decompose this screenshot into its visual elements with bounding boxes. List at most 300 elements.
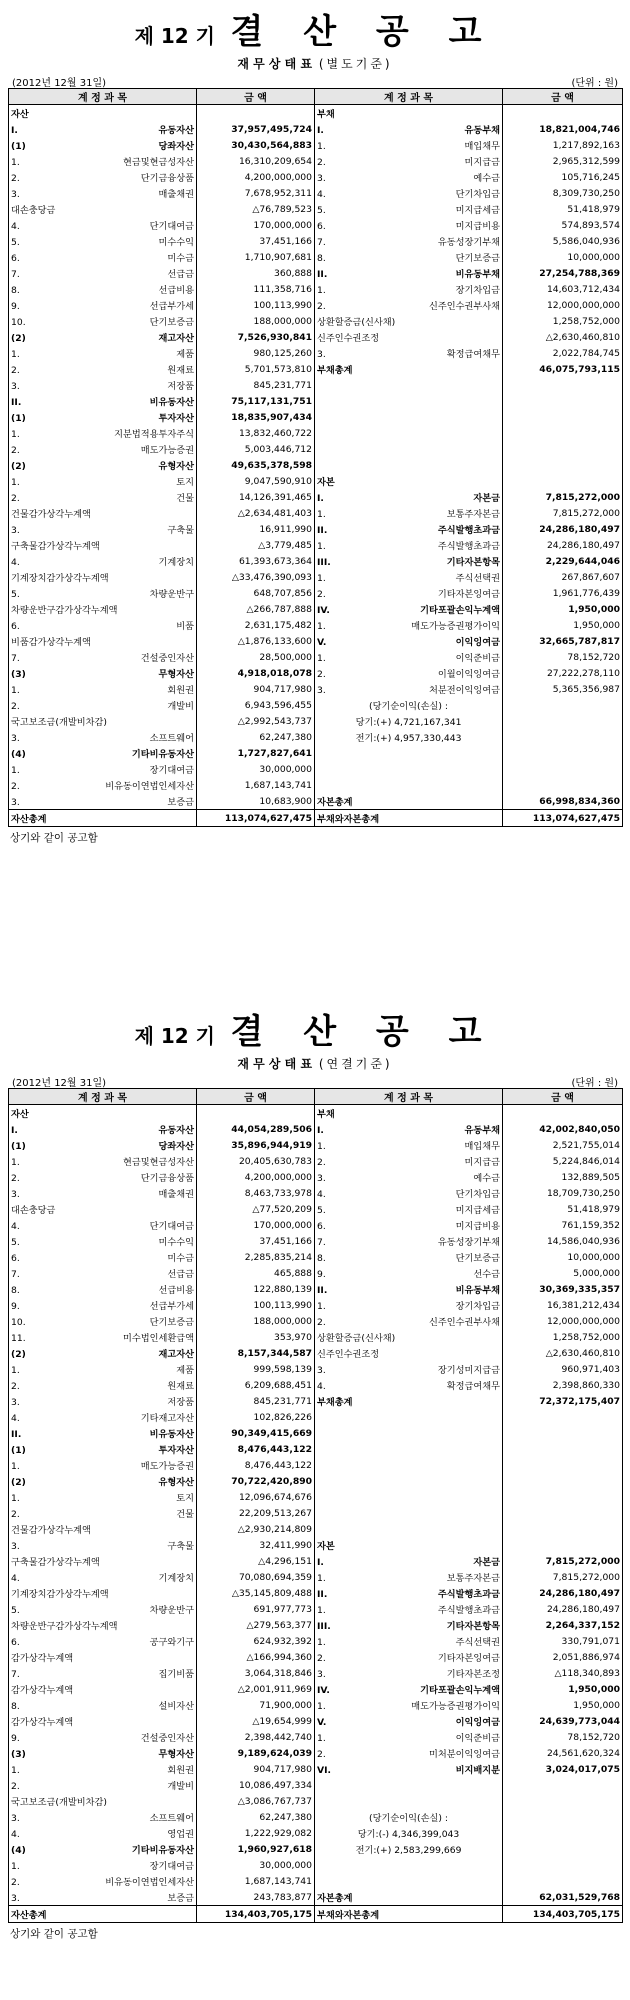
table-body — [9, 1105, 623, 1906]
liability-equity-amount: 14,586,040,936 — [503, 1233, 623, 1249]
asset-account: 3. 보증금 — [9, 793, 197, 810]
asset-amount: 845,231,771 — [197, 377, 315, 393]
liability-equity-amount: 1,258,752,000 — [503, 313, 623, 329]
asset-account: II. 비유동자산 — [9, 1425, 197, 1441]
asset-account: 구축물감가상각누계액 — [9, 537, 197, 553]
statement-basis: (연결기준) — [318, 1057, 393, 1071]
asset-account: 6. 미수금 — [9, 1249, 197, 1265]
asset-amount: 5,003,446,712 — [197, 441, 315, 457]
liability-equity-amount: 1,950,000 — [503, 1681, 623, 1697]
liability-equity-account: 3. 예수금 — [315, 169, 503, 185]
table-row — [9, 1617, 623, 1633]
asset-amount: 1,687,143,741 — [197, 777, 315, 793]
asset-account: 4. 영업권 — [9, 1825, 197, 1841]
liability-equity-account: 전기:(+) 2,583,299,669 — [315, 1841, 503, 1857]
liability-equity-account: VI. 비지배지분 — [315, 1761, 503, 1777]
liability-equity-account: 2. 기타자본잉여금 — [315, 1649, 503, 1665]
table-row — [9, 121, 623, 137]
table-row — [9, 1745, 623, 1761]
table-row — [9, 537, 623, 553]
asset-amount: 8,463,733,978 — [197, 1185, 315, 1201]
liability-equity-account — [315, 1521, 503, 1537]
liability-equity-amount: 2,022,784,745 — [503, 345, 623, 361]
asset-account: 4. 기타재고자산 — [9, 1409, 197, 1425]
header-account-right: 계 정 과 목 — [315, 89, 503, 105]
table-row — [9, 1489, 623, 1505]
asset-account: 1. 현금및현금성자산 — [9, 153, 197, 169]
table-row — [9, 633, 623, 649]
liability-equity-account: I. 자본금 — [315, 1553, 503, 1569]
total-row — [9, 810, 623, 827]
table-row — [9, 1105, 623, 1122]
table-row — [9, 217, 623, 233]
table-body — [9, 105, 623, 810]
asset-amount: △76,789,523 — [197, 201, 315, 217]
liability-equity-amount: 1,258,752,000 — [503, 1329, 623, 1345]
asset-account: 3. 저장품 — [9, 377, 197, 393]
liability-equity-account: 자본총계 — [315, 1889, 503, 1906]
table-row — [9, 1665, 623, 1681]
asset-account: (1) 당좌자산 — [9, 1137, 197, 1153]
asset-amount: 8,476,443,122 — [197, 1457, 315, 1473]
liability-equity-amount: 78,152,720 — [503, 1729, 623, 1745]
asset-account: 3. 구축물 — [9, 521, 197, 537]
asset-amount: 648,707,856 — [197, 585, 315, 601]
footer-note: 상기와 같이 공고함 — [10, 1928, 98, 1940]
asset-account: (2) 재고자산 — [9, 329, 197, 345]
liability-equity-account: 3. 장기성미지급금 — [315, 1361, 503, 1377]
asset-account: (4) 기타비유동자산 — [9, 745, 197, 761]
asset-amount: 6,209,688,451 — [197, 1377, 315, 1393]
asset-account: 3. 소프트웨어 — [9, 729, 197, 745]
liability-equity-account: 부채 — [315, 105, 503, 122]
asset-amount: 111,358,716 — [197, 281, 315, 297]
liability-equity-account: 1. 주식선택권 — [315, 1633, 503, 1649]
liability-equity-account: 1. 매입채무 — [315, 137, 503, 153]
liability-equity-account — [315, 1505, 503, 1521]
table-row — [9, 1841, 623, 1857]
table-row — [9, 1649, 623, 1665]
asset-amount: △3,779,485 — [197, 537, 315, 553]
table-row — [9, 1185, 623, 1201]
asset-amount: △2,992,543,737 — [197, 713, 315, 729]
asset-account: 4. 기계장치 — [9, 1569, 197, 1585]
liability-equity-amount — [503, 409, 623, 425]
asset-amount: △2,001,911,969 — [197, 1681, 315, 1697]
liability-equity-account: 7. 유동성장기부채 — [315, 233, 503, 249]
table-row — [9, 281, 623, 297]
table-row — [9, 617, 623, 633]
liability-equity-amount — [503, 1409, 623, 1425]
liability-equity-account — [315, 777, 503, 793]
liability-equity-amount: 574,893,574 — [503, 217, 623, 233]
table-row — [9, 1409, 623, 1425]
asset-amount: 16,310,209,654 — [197, 153, 315, 169]
liability-equity-account: 신주인수권조정 — [315, 329, 503, 345]
liability-equity-account: 5. 미지급세금 — [315, 1201, 503, 1217]
footer-note: 상기와 같이 공고함 — [10, 832, 98, 844]
table-row — [9, 777, 623, 793]
liability-equity-amount: 24,286,180,497 — [503, 537, 623, 553]
statement-name: 재 무 상 태 표 — [237, 1057, 313, 1071]
asset-amount: 7,678,952,311 — [197, 185, 315, 201]
asset-account: 1. 제품 — [9, 345, 197, 361]
asset-amount: 102,826,226 — [197, 1409, 315, 1425]
asset-amount: 100,113,990 — [197, 1297, 315, 1313]
liability-equity-amount — [503, 1537, 623, 1553]
liability-equity-amount: 78,152,720 — [503, 649, 623, 665]
liability-equity-amount: 14,603,712,434 — [503, 281, 623, 297]
asset-amount: 28,500,000 — [197, 649, 315, 665]
asset-amount: 4,200,000,000 — [197, 169, 315, 185]
asset-amount: 188,000,000 — [197, 1313, 315, 1329]
asset-amount: 16,911,990 — [197, 521, 315, 537]
liability-equity-account: 3. 확정급여채무 — [315, 345, 503, 361]
asset-amount — [197, 1105, 315, 1122]
liability-equity-amount — [503, 1441, 623, 1457]
asset-account: 5. 미수수익 — [9, 233, 197, 249]
liability-equity-amount: 2,398,860,330 — [503, 1377, 623, 1393]
total-liab-equity-label: 부채와자본총계 — [315, 810, 503, 827]
asset-account: 1. 현금및현금성자산 — [9, 1153, 197, 1169]
liability-equity-amount: 46,075,793,115 — [503, 361, 623, 377]
liability-equity-amount — [503, 1809, 623, 1825]
liability-equity-amount — [503, 105, 623, 122]
table-row — [9, 201, 623, 217]
asset-account: 4. 단기대여금 — [9, 217, 197, 233]
asset-amount: 9,047,590,910 — [197, 473, 315, 489]
asset-account: (1) 투자자산 — [9, 409, 197, 425]
liability-equity-account: 1. 매입채무 — [315, 1137, 503, 1153]
asset-amount: 188,000,000 — [197, 313, 315, 329]
asset-amount: 8,157,344,587 — [197, 1345, 315, 1361]
asset-amount: 4,918,018,078 — [197, 665, 315, 681]
liability-equity-account — [315, 457, 503, 473]
table-row — [9, 1681, 623, 1697]
asset-account: 1. 매도가능증권 — [9, 1457, 197, 1473]
asset-amount: 1,710,907,681 — [197, 249, 315, 265]
liability-equity-account: 6. 미지급비용 — [315, 1217, 503, 1233]
asset-amount: 22,209,513,267 — [197, 1505, 315, 1521]
asset-account: 6. 미수금 — [9, 249, 197, 265]
asset-amount: △33,476,390,093 — [197, 569, 315, 585]
table-row — [9, 1473, 623, 1489]
liability-equity-account: 부채총계 — [315, 1393, 503, 1409]
asset-account: 2. 단기금융상품 — [9, 169, 197, 185]
asset-amount: △266,787,888 — [197, 601, 315, 617]
asset-account: 1. 회원권 — [9, 681, 197, 697]
table-row — [9, 457, 623, 473]
liability-equity-account — [315, 1777, 503, 1793]
notice-heading: 결 산 공 고 — [230, 12, 496, 52]
liability-equity-amount — [503, 1425, 623, 1441]
liability-equity-amount — [503, 1793, 623, 1809]
table-row — [9, 1601, 623, 1617]
asset-account: 7. 선급금 — [9, 265, 197, 281]
table-row — [9, 409, 623, 425]
table-row — [9, 1825, 623, 1841]
liability-equity-account — [315, 1873, 503, 1889]
liability-equity-amount: 960,971,403 — [503, 1361, 623, 1377]
asset-account: 1. 제품 — [9, 1361, 197, 1377]
liability-equity-amount: 2,229,644,046 — [503, 553, 623, 569]
table-row — [9, 585, 623, 601]
balance-sheet-table — [8, 88, 623, 827]
liability-equity-amount — [503, 441, 623, 457]
liability-equity-account: 2. 미지급금 — [315, 1153, 503, 1169]
liability-equity-account — [315, 761, 503, 777]
liability-equity-account: 부채 — [315, 1105, 503, 1122]
asset-amount: 70,080,694,359 — [197, 1569, 315, 1585]
liability-equity-account — [315, 377, 503, 393]
table-row — [9, 649, 623, 665]
header-amount-right: 금 액 — [503, 1089, 623, 1105]
liability-equity-amount: 12,000,000,000 — [503, 297, 623, 313]
asset-amount: 9,189,624,039 — [197, 1745, 315, 1761]
liability-equity-amount — [503, 1457, 623, 1473]
liability-equity-account: 1. 장기차입금 — [315, 1297, 503, 1313]
liability-equity-amount: 66,998,834,360 — [503, 793, 623, 810]
asset-account: 2. 건물 — [9, 1505, 197, 1521]
liability-equity-account: V. 이익잉여금 — [315, 633, 503, 649]
header-account-left: 계 정 과 목 — [9, 89, 197, 105]
liability-equity-account: 자본총계 — [315, 793, 503, 810]
asset-account: 3. 저장품 — [9, 1393, 197, 1409]
table-row — [9, 505, 623, 521]
asset-account: 감가상각누계액 — [9, 1713, 197, 1729]
table-row — [9, 1217, 623, 1233]
liability-equity-amount: 1,950,000 — [503, 617, 623, 633]
asset-account: 2. 개발비 — [9, 697, 197, 713]
asset-account: 2. 매도가능증권 — [9, 441, 197, 457]
asset-amount: 2,398,442,740 — [197, 1729, 315, 1745]
asset-amount: △4,296,151 — [197, 1553, 315, 1569]
liability-equity-amount: 24,286,180,497 — [503, 521, 623, 537]
asset-account: 3. 소프트웨어 — [9, 1809, 197, 1825]
liability-equity-amount — [503, 1777, 623, 1793]
total-assets-label: 자산총계 — [9, 1906, 197, 1923]
asset-account: 8. 선급비용 — [9, 1281, 197, 1297]
asset-account: I. 유동자산 — [9, 121, 197, 137]
asset-amount: 845,231,771 — [197, 1393, 315, 1409]
asset-amount: 70,722,420,890 — [197, 1473, 315, 1489]
liability-equity-amount: 24,286,180,497 — [503, 1585, 623, 1601]
liability-equity-account: 9. 선수금 — [315, 1265, 503, 1281]
asset-account: 대손충당금 — [9, 201, 197, 217]
liability-equity-account: 1. 이익준비금 — [315, 649, 503, 665]
asset-account: 1. 토지 — [9, 473, 197, 489]
table-row — [9, 297, 623, 313]
asset-amount: 3,064,318,846 — [197, 1665, 315, 1681]
liability-equity-account — [315, 393, 503, 409]
asset-account: I. 유동자산 — [9, 1121, 197, 1137]
asset-amount: 1,960,927,618 — [197, 1841, 315, 1857]
statement-date: (2012년 12월 31일) — [12, 1078, 107, 1089]
notice-title — [8, 1004, 622, 1053]
asset-account: 1. 지분법적용투자주식 — [9, 425, 197, 441]
asset-amount: 61,393,673,364 — [197, 553, 315, 569]
asset-amount: 170,000,000 — [197, 1217, 315, 1233]
liability-equity-account — [315, 1473, 503, 1489]
asset-account: 대손충당금 — [9, 1201, 197, 1217]
asset-amount: 999,598,139 — [197, 1361, 315, 1377]
asset-account: 4. 단기대여금 — [9, 1217, 197, 1233]
separate-statement-section — [8, 4, 622, 845]
liability-equity-account — [315, 745, 503, 761]
liability-equity-account: 2. 신주인수권부사채 — [315, 1313, 503, 1329]
liability-equity-amount: 7,815,272,000 — [503, 505, 623, 521]
table-row — [9, 553, 623, 569]
asset-amount: 243,783,877 — [197, 1889, 315, 1906]
liability-equity-amount: 62,031,529,768 — [503, 1889, 623, 1906]
asset-amount: 44,054,289,506 — [197, 1121, 315, 1137]
table-row — [9, 345, 623, 361]
asset-amount: △1,876,133,600 — [197, 633, 315, 649]
liability-equity-account: 1. 장기차입금 — [315, 281, 503, 297]
asset-amount: 904,717,980 — [197, 681, 315, 697]
liability-equity-amount: 12,000,000,000 — [503, 1313, 623, 1329]
liability-equity-amount: 72,372,175,407 — [503, 1393, 623, 1409]
period-label: 제 12 기 — [134, 1024, 215, 1048]
asset-amount: 5,701,573,810 — [197, 361, 315, 377]
liability-equity-account — [315, 441, 503, 457]
asset-account: 10. 단기보증금 — [9, 1313, 197, 1329]
liability-equity-account: 3. 예수금 — [315, 1169, 503, 1185]
liability-equity-account — [315, 1441, 503, 1457]
liability-equity-amount: 10,000,000 — [503, 249, 623, 265]
asset-account: 건물감가상각누계액 — [9, 1521, 197, 1537]
asset-account: 8. 설비자산 — [9, 1697, 197, 1713]
table-row — [9, 1345, 623, 1361]
asset-amount: 49,635,378,598 — [197, 457, 315, 473]
table-row — [9, 377, 623, 393]
liability-equity-account: 자본 — [315, 1537, 503, 1553]
liability-equity-account — [315, 425, 503, 441]
liability-equity-amount — [503, 1489, 623, 1505]
asset-amount: 2,285,835,214 — [197, 1249, 315, 1265]
asset-account: 차량운반구감가상각누계액 — [9, 601, 197, 617]
liability-equity-account: 당기:(+) 4,721,167,341 — [315, 713, 503, 729]
asset-amount: 6,943,596,455 — [197, 697, 315, 713]
liability-equity-amount: 8,309,730,250 — [503, 185, 623, 201]
liability-equity-amount — [503, 1873, 623, 1889]
asset-account: (2) 재고자산 — [9, 1345, 197, 1361]
liability-equity-amount: 51,418,979 — [503, 1201, 623, 1217]
liability-equity-account: 1. 주식선택권 — [315, 569, 503, 585]
asset-amount: 7,526,930,841 — [197, 329, 315, 345]
liability-equity-account: I. 유동부채 — [315, 121, 503, 137]
liability-equity-amount: △2,630,460,810 — [503, 329, 623, 345]
liability-equity-amount: 2,051,886,974 — [503, 1649, 623, 1665]
asset-amount: △35,145,809,488 — [197, 1585, 315, 1601]
liability-equity-account: 4. 단기차입금 — [315, 185, 503, 201]
total-assets-value: 113,074,627,475 — [197, 810, 315, 827]
asset-amount: 2,631,175,482 — [197, 617, 315, 633]
asset-account: 2. 원재료 — [9, 361, 197, 377]
liability-equity-amount — [503, 1473, 623, 1489]
liability-equity-account: 7. 유동성장기부채 — [315, 1233, 503, 1249]
table-row — [9, 1713, 623, 1729]
asset-account: 3. 매출채권 — [9, 185, 197, 201]
liability-equity-amount: 7,815,272,000 — [503, 1569, 623, 1585]
table-row — [9, 1569, 623, 1585]
table-row — [9, 729, 623, 745]
asset-account: 국고보조금(개발비차감) — [9, 713, 197, 729]
asset-account: 7. 집기비품 — [9, 1665, 197, 1681]
liability-equity-amount — [503, 761, 623, 777]
asset-amount: 1,687,143,741 — [197, 1873, 315, 1889]
asset-account: 5. 미수수익 — [9, 1233, 197, 1249]
asset-amount: 122,880,139 — [197, 1281, 315, 1297]
liability-equity-account — [315, 1857, 503, 1873]
liability-equity-account: IV. 기타포괄손익누계액 — [315, 601, 503, 617]
table-row — [9, 361, 623, 377]
statement-meta — [8, 1074, 622, 1088]
header-amount-right: 금 액 — [503, 89, 623, 105]
asset-amount: 624,932,392 — [197, 1633, 315, 1649]
liability-equity-account: 1. 주식발행초과금 — [315, 1601, 503, 1617]
asset-account: 건물감가상각누계액 — [9, 505, 197, 521]
notice-title — [8, 4, 622, 53]
asset-amount: 71,900,000 — [197, 1697, 315, 1713]
asset-amount: △2,634,481,403 — [197, 505, 315, 521]
asset-account: 2. 비유동이연법인세자산 — [9, 1873, 197, 1889]
table-row — [9, 601, 623, 617]
asset-amount: 30,000,000 — [197, 1857, 315, 1873]
asset-amount: 62,247,380 — [197, 1809, 315, 1825]
asset-account: 감가상각누계액 — [9, 1649, 197, 1665]
table-header-row — [9, 89, 623, 105]
liability-equity-account: 4. 확정급여채무 — [315, 1377, 503, 1393]
liability-equity-account: 1. 이익준비금 — [315, 1729, 503, 1745]
asset-amount: 4,200,000,000 — [197, 1169, 315, 1185]
liability-equity-amount: 1,950,000 — [503, 601, 623, 617]
table-row — [9, 1361, 623, 1377]
liability-equity-account: 3. 처분전이익잉여금 — [315, 681, 503, 697]
table-row — [9, 697, 623, 713]
liability-equity-amount: 2,264,337,152 — [503, 1617, 623, 1633]
asset-account: 3. 구축물 — [9, 1537, 197, 1553]
liability-equity-account: II. 주식발행초과금 — [315, 1585, 503, 1601]
asset-account: 차량운반구감가상각누계액 — [9, 1617, 197, 1633]
liability-equity-amount: 24,639,773,044 — [503, 1713, 623, 1729]
liability-equity-account: 전기:(+) 4,957,330,443 — [315, 729, 503, 745]
liability-equity-amount — [503, 1105, 623, 1122]
asset-amount: 13,832,460,722 — [197, 425, 315, 441]
table-row — [9, 153, 623, 169]
liability-equity-amount — [503, 1505, 623, 1521]
liability-equity-account: 1. 매도가능증권평가이익 — [315, 1697, 503, 1713]
liability-equity-account: IV. 기타포괄손익누계액 — [315, 1681, 503, 1697]
liability-equity-amount: 51,418,979 — [503, 201, 623, 217]
liability-equity-account: V. 이익잉여금 — [315, 1713, 503, 1729]
asset-account: 기계장치감가상각누계액 — [9, 1585, 197, 1601]
asset-amount: △3,086,767,737 — [197, 1793, 315, 1809]
table-row — [9, 137, 623, 153]
table-row — [9, 265, 623, 281]
asset-amount: 170,000,000 — [197, 217, 315, 233]
liability-equity-amount: 32,665,787,817 — [503, 633, 623, 649]
liability-equity-amount: 30,369,335,357 — [503, 1281, 623, 1297]
liability-equity-account: 1. 주식발행초과금 — [315, 537, 503, 553]
liability-equity-account: I. 유동부채 — [315, 1121, 503, 1137]
liability-equity-account: 자본 — [315, 473, 503, 489]
asset-account: 5. 차량운반구 — [9, 585, 197, 601]
table-row — [9, 1697, 623, 1713]
asset-amount: △19,654,999 — [197, 1713, 315, 1729]
statement-meta — [8, 74, 622, 88]
liability-equity-amount: △118,340,893 — [503, 1665, 623, 1681]
